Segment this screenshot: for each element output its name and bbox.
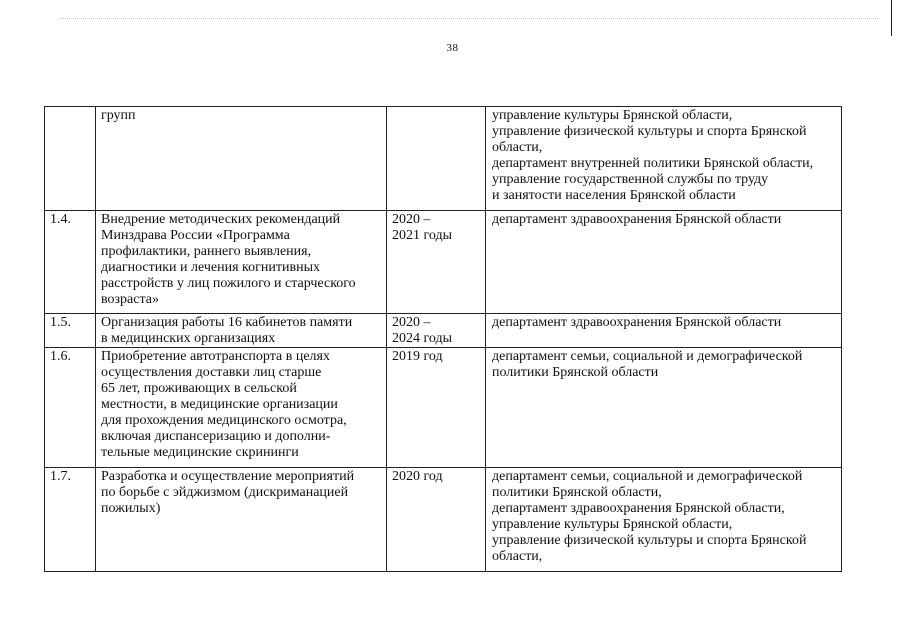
scan-edge-line bbox=[891, 0, 892, 36]
action-text: Внедрение методических рекомендаций Минздрава России «Программа профилактики, раннего выявления, диагностики и лечения когнитивных расстройств у лиц пожилого и старческого возраста» bbox=[101, 212, 356, 307]
term-cell bbox=[387, 348, 486, 468]
action-cell bbox=[96, 211, 387, 314]
action-text: Разработка и осуществление мероприятий по борьбе с эйджизмом (дискриманацией пожилых) bbox=[101, 469, 355, 516]
executor-text: управление культуры Брянской области, управление физической культуры и спорта Брянской области, департамент внутренней политики Брянской области, управление государственной службы по труду и занятости населения Брянской области bbox=[492, 108, 814, 203]
row-number: 1.6. bbox=[50, 349, 71, 364]
term-text: 2019 год bbox=[392, 349, 443, 364]
term-cell bbox=[387, 107, 486, 211]
action-cell bbox=[96, 107, 387, 211]
table-row bbox=[45, 348, 842, 468]
row-number-cell bbox=[45, 468, 96, 572]
action-cell bbox=[96, 314, 387, 348]
term-text: 2020 – 2021 годы bbox=[392, 212, 453, 243]
term-text: 2020 – 2024 годы bbox=[392, 315, 453, 346]
page-number: 38 bbox=[446, 42, 459, 54]
executor-cell bbox=[486, 348, 842, 468]
row-number: 1.7. bbox=[50, 469, 71, 484]
action-cell bbox=[96, 468, 387, 572]
executor-cell bbox=[486, 107, 842, 211]
measures-table bbox=[44, 106, 842, 572]
term-cell bbox=[387, 211, 486, 314]
action-cell bbox=[96, 348, 387, 468]
executor-text: департамент семьи, социальной и демографической политики Брянской области, департамент здравоохранения Брянской области, управление культуры Брянской области, управление физической культуры и спорта Брянской области, bbox=[492, 469, 807, 564]
row-number-cell bbox=[45, 314, 96, 348]
action-text: Приобретение автотранспорта в целях осуществления доставки лиц старше 65 лет, проживающих в сельской местности, в медицинские организации для прохождения медицинского осмотра, включая диспансеризацию и дополни- тельные медицинские скрининги bbox=[101, 349, 347, 460]
table-row bbox=[45, 468, 842, 572]
table-row bbox=[45, 107, 842, 211]
executor-text: департамент здравоохранения Брянской области bbox=[492, 212, 782, 227]
table-row bbox=[45, 211, 842, 314]
executor-text: департамент семьи, социальной и демографической политики Брянской области bbox=[492, 349, 803, 380]
executor-cell bbox=[486, 211, 842, 314]
row-number-cell bbox=[45, 348, 96, 468]
row-number: 1.5. bbox=[50, 315, 71, 330]
term-cell bbox=[387, 468, 486, 572]
scan-artifact-dots bbox=[60, 18, 880, 20]
table-row bbox=[45, 314, 842, 348]
executor-cell bbox=[486, 314, 842, 348]
executor-text: департамент здравоохранения Брянской области bbox=[492, 315, 782, 330]
row-number-cell bbox=[45, 107, 96, 211]
term-cell bbox=[387, 314, 486, 348]
action-text: групп bbox=[101, 108, 136, 123]
row-number-cell bbox=[45, 211, 96, 314]
executor-cell bbox=[486, 468, 842, 572]
row-number: 1.4. bbox=[50, 212, 71, 227]
term-text: 2020 год bbox=[392, 469, 443, 484]
action-text: Организация работы 16 кабинетов памяти в медицинских организациях bbox=[101, 315, 353, 346]
